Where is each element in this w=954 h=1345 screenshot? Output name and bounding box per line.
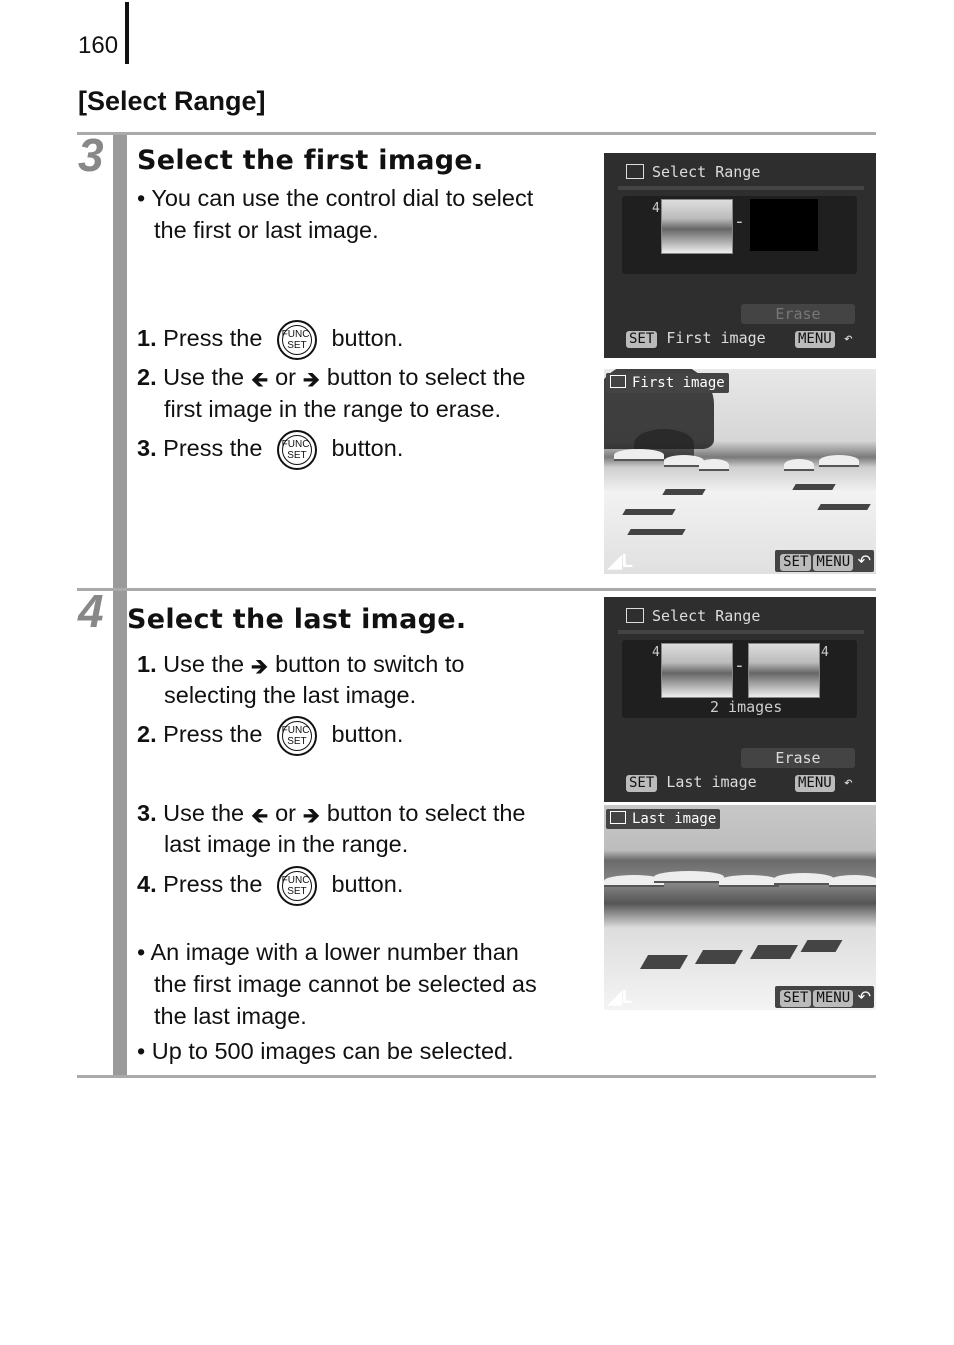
left-arrow-icon: 🡸 <box>250 803 269 828</box>
step3-instruction-2-line2: first image in the range to erase. <box>164 396 502 422</box>
step4-title: Select the last image. <box>127 604 467 635</box>
step3-instruction-1: 1. Press the FUNC. SET button. <box>137 320 403 360</box>
erase-button: Erase <box>741 748 855 768</box>
step4-note1-line1: • An image with a lower number than <box>137 939 519 965</box>
step3-bullet-line2: the first or last image. <box>154 217 379 243</box>
return-arrow-icon: ↶ <box>857 553 871 570</box>
last-image-count: 4 <box>821 645 829 660</box>
left-arrow-icon: 🡸 <box>250 367 269 392</box>
step4-instruction-3-line2: last image in the range. <box>164 831 409 857</box>
step4-note2: • Up to 500 images can be selected. <box>137 1038 514 1064</box>
page-number: 160 <box>78 32 119 59</box>
middle-rule <box>77 588 876 591</box>
step4-instruction-3: 3. Use the 🡸 or 🡺 button to select the <box>137 799 526 837</box>
step3-sidebar <box>113 135 127 588</box>
select-range-icon <box>626 164 644 179</box>
images-count: 2 images <box>710 698 783 716</box>
first-image-thumbnail <box>661 199 733 254</box>
step3-title: Select the first image. <box>137 145 484 176</box>
step4-instruction-2: 2. Press the FUNC. SET button. <box>137 716 403 756</box>
screen-footer: SET Last image <box>626 773 757 792</box>
select-range-icon <box>626 608 644 623</box>
image-size-icon: ◢L <box>608 551 633 571</box>
func-set-icon: FUNC. SET <box>277 320 317 360</box>
step4-note1-line3: the last image. <box>154 1003 307 1029</box>
photo-label: First image <box>606 373 729 393</box>
camera-screen-select-range-last <box>604 597 876 802</box>
step3-bullet-line1: • You can use the control dial to select <box>137 185 534 211</box>
screen-menu: MENU ↶ <box>795 329 853 348</box>
last-image-photo <box>604 805 876 1010</box>
erase-button: Erase <box>741 304 855 324</box>
range-dash: - <box>734 655 745 676</box>
step3-instruction-2: 2. Use the 🡸 or 🡺 button to select the <box>137 363 526 401</box>
func-set-icon: FUNC. SET <box>277 430 317 470</box>
photo-label: Last image <box>606 809 720 829</box>
first-image-count: 4 <box>652 645 660 660</box>
step4-instruction-4: 4. Press the FUNC. SET button. <box>137 866 403 906</box>
right-arrow-icon: 🡺 <box>302 367 321 392</box>
step4-number: 4 <box>78 585 104 637</box>
func-set-icon: FUNC. SET <box>277 866 317 906</box>
photo-footer: SET MENU ↶ <box>775 550 874 572</box>
screen-divider <box>618 186 864 190</box>
first-image-thumbnail <box>661 643 733 698</box>
step4-sidebar <box>113 591 127 1075</box>
photo-footer: SET MENU ↶ <box>775 986 874 1008</box>
step3-number: 3 <box>78 129 104 181</box>
return-arrow-icon: ↶ <box>857 989 871 1006</box>
select-range-icon <box>610 375 626 388</box>
right-arrow-icon: 🡺 <box>302 803 321 828</box>
screen-divider <box>618 630 864 634</box>
first-image-photo <box>604 369 876 574</box>
step4-instruction-1: 1. Use the 🡺 button to switch to <box>137 650 465 688</box>
top-rule <box>77 132 876 135</box>
range-dash: - <box>734 211 745 232</box>
bottom-rule <box>77 1075 876 1078</box>
section-title: [Select Range] <box>78 86 266 116</box>
image-size-icon: ◢L <box>608 987 633 1007</box>
first-image-count: 4 <box>652 201 660 216</box>
screen-footer: SET First image <box>626 329 766 348</box>
screen-title: Select Range <box>626 607 760 625</box>
return-arrow-icon: ↶ <box>843 329 853 347</box>
step4-note1-line2: the first image cannot be selected as <box>154 971 537 997</box>
step3-instruction-3: 3. Press the FUNC. SET button. <box>137 430 403 470</box>
last-image-thumbnail <box>748 643 820 698</box>
right-arrow-icon: 🡺 <box>250 654 269 679</box>
return-arrow-icon: ↶ <box>843 773 853 791</box>
select-range-icon <box>610 811 626 824</box>
page-number-bar <box>125 2 129 64</box>
step4-instruction-1-line2: selecting the last image. <box>164 682 417 708</box>
screen-title: Select Range <box>626 163 760 181</box>
camera-screen-select-range-first <box>604 153 876 358</box>
func-set-icon: FUNC. SET <box>277 716 317 756</box>
screen-menu: MENU ↶ <box>795 773 853 792</box>
last-image-placeholder <box>750 199 818 251</box>
